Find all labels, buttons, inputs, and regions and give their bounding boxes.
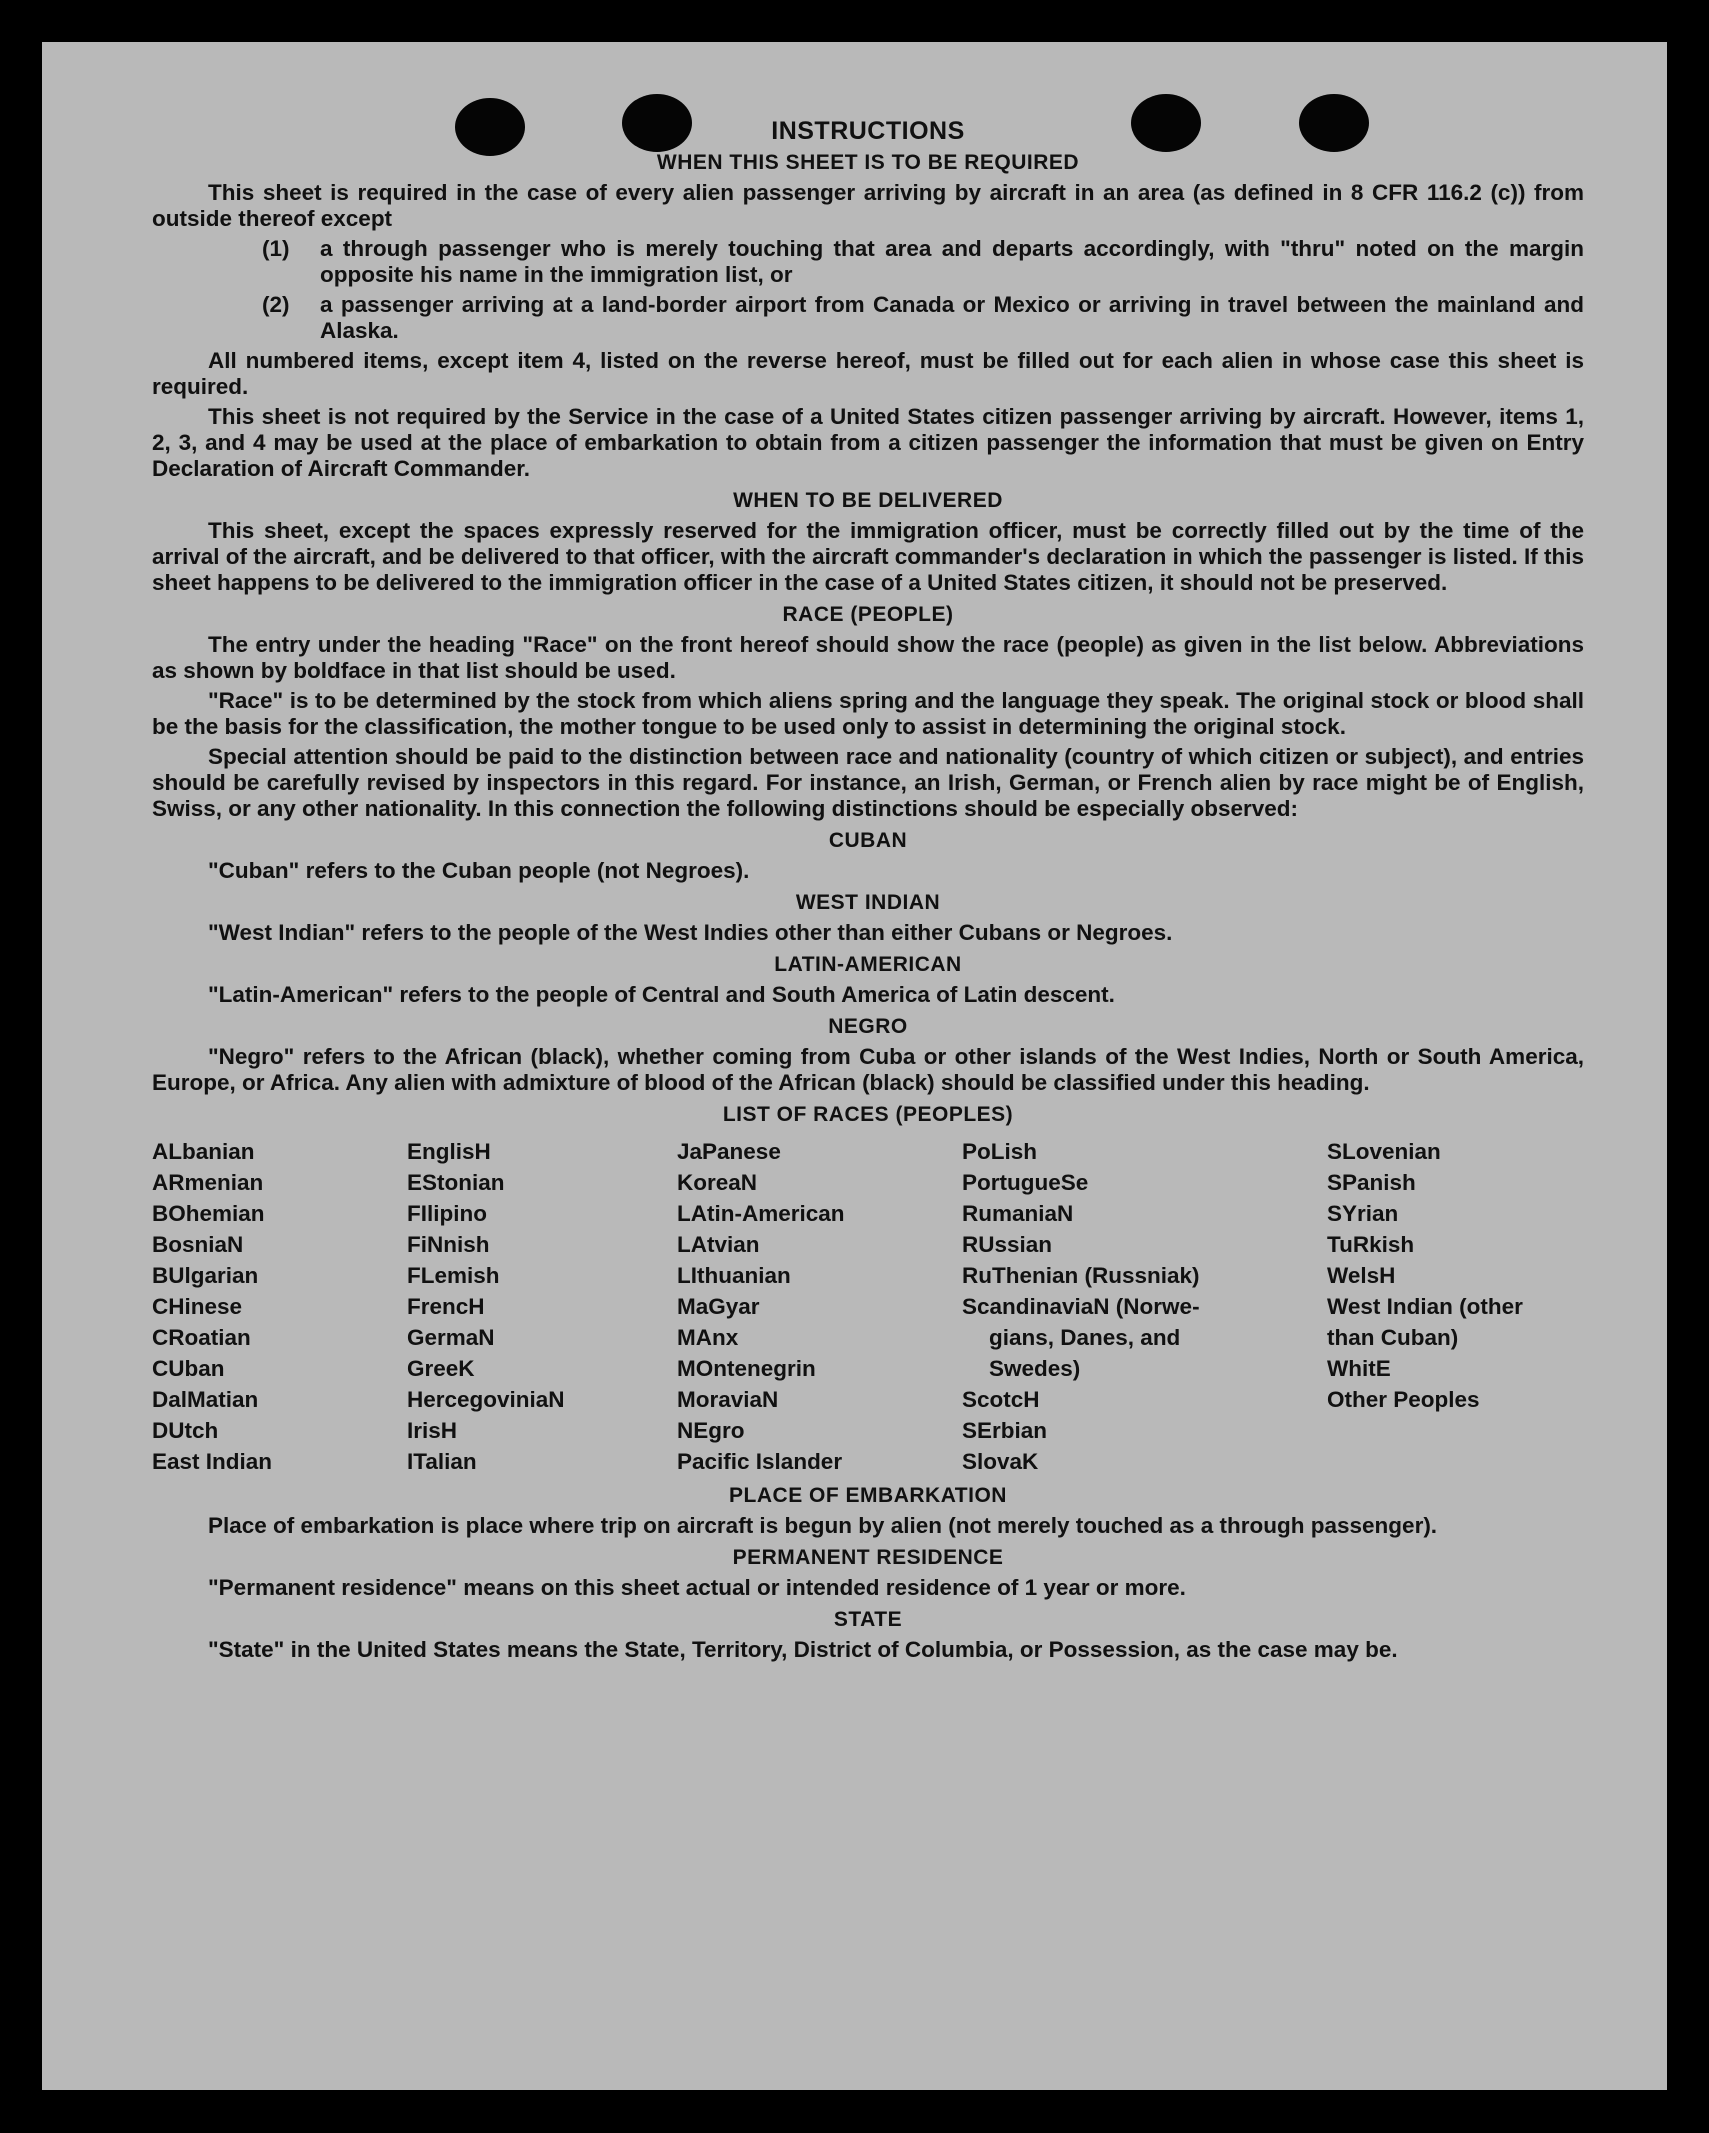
race-entry: ScandinaviaN (Norwe- — [962, 1294, 1200, 1319]
paragraph: This sheet is not required by the Service in the case of a United States citizen passenger arriving by aircraft. However, items 1, 2, 3, and 4 may be used at the place of embarkation to obtain from a citizen passenger the information that must be given on Entry Declaration of Aircraft Commander. — [152, 404, 1584, 481]
race-entry: LAtvian — [677, 1232, 760, 1257]
race-entry: ScotcH — [962, 1387, 1040, 1412]
paragraph: This sheet, except the spaces expressly reserved for the immigration officer, must be correctly filled out by the time of the arrival of the aircraft, and be delivered to that officer, with the aircraft commander's declaration in which the passenger is listed. If this sheet happens to be delivered to the immigration officer in the case of a United States citizen, it should not be preserved. — [152, 518, 1584, 595]
paragraph: "Permanent residence" means on this sheet actual or intended residence of 1 year or more. — [208, 1575, 1186, 1600]
race-entry: SLovenian — [1327, 1139, 1441, 1164]
race-entry: RUssian — [962, 1232, 1053, 1257]
paragraph: Special attention should be paid to the distinction between race and nationality (country of which citizen or subject), and entries should be carefully revised by inspectors in this regard. For instance, an Irish, German, or French alien by race might be of English, Swiss, or any other nationality. In this connection the following distinctions should be especially observed: — [152, 744, 1584, 821]
race-column — [407, 1136, 677, 1477]
race-entry: BOhemian — [152, 1201, 265, 1226]
section-heading: LATIN-AMERICAN — [774, 953, 962, 976]
race-entry: ARmenian — [152, 1170, 264, 1195]
race-entry: EStonian — [407, 1170, 505, 1195]
race-entry: BosniaN — [152, 1232, 244, 1257]
race-entry: EnglisH — [407, 1139, 491, 1164]
race-list — [152, 1136, 1584, 1477]
instructions-content — [152, 118, 1584, 1667]
race-entry: FrencH — [407, 1294, 485, 1319]
section-heading: CUBAN — [828, 829, 908, 852]
race-entry: DUtch — [152, 1418, 219, 1443]
section-heading: PERMANENT RESIDENCE — [732, 1546, 1004, 1569]
race-entry: ALbanian — [152, 1139, 255, 1164]
section-heading: WEST INDIAN — [795, 891, 941, 914]
item-number: (2) — [262, 292, 290, 317]
race-entry: SErbian — [962, 1418, 1048, 1443]
race-entry: FiNnish — [407, 1232, 490, 1257]
race-entry: GermaN — [407, 1325, 495, 1350]
race-entry: HercegoviniaN — [407, 1387, 565, 1412]
section-heading: PLACE OF EMBARKATION — [729, 1484, 1007, 1507]
race-entry: PortugueSe — [962, 1170, 1089, 1195]
race-entry: MOntenegrin — [677, 1356, 816, 1381]
race-entry: TuRkish — [1327, 1232, 1415, 1257]
paragraph: All numbered items, except item 4, listed on the reverse hereof, must be filled out for each alien in whose case this sheet is required. — [152, 348, 1584, 399]
race-entry: West Indian (other — [1327, 1294, 1523, 1319]
item-number: (1) — [262, 236, 290, 261]
race-column — [677, 1136, 962, 1477]
race-column — [962, 1136, 1327, 1477]
race-entry: FLemish — [407, 1263, 500, 1288]
section-heading: WHEN TO BE DELIVERED — [733, 489, 1003, 512]
race-entry: KoreaN — [677, 1170, 758, 1195]
race-entry: East Indian — [152, 1449, 273, 1474]
race-entry: MAnx — [677, 1325, 739, 1350]
race-entry: GreeK — [407, 1356, 475, 1381]
section-heading: NEGRO — [828, 1015, 908, 1038]
race-entry: CHinese — [152, 1294, 243, 1319]
race-entry: SlovaK — [962, 1449, 1039, 1474]
race-entry: CUban — [152, 1356, 225, 1381]
race-entry: MaGyar — [677, 1294, 760, 1319]
race-entry: LAtin-American — [677, 1201, 845, 1226]
exception-item — [262, 236, 1584, 288]
paragraph: "Race" is to be determined by the stock from which aliens spring and the language they speak. The original stock or blood shall be the basis for the classification, the mother tongue to be used only to assist in determining the original stock. — [152, 688, 1584, 739]
paragraph: Place of embarkation is place where trip on aircraft is begun by alien (not merely touched as a through passenger). — [208, 1513, 1438, 1538]
paragraph: "Latin-American" refers to the people of Central and South America of Latin descent. — [208, 982, 1115, 1007]
race-column — [1327, 1136, 1584, 1477]
race-entry: BUlgarian — [152, 1263, 259, 1288]
race-entry: IrisH — [407, 1418, 458, 1443]
paragraph: "Cuban" refers to the Cuban people (not Negroes). — [208, 858, 750, 883]
race-entry: WhitE — [1327, 1356, 1391, 1381]
race-entry: FIlipino — [407, 1201, 487, 1226]
race-column — [152, 1136, 407, 1477]
race-entry: JaPanese — [677, 1139, 781, 1164]
race-entry: Swedes) — [989, 1356, 1081, 1381]
race-entry: DalMatian — [152, 1387, 259, 1412]
race-entry: SYrian — [1327, 1201, 1399, 1226]
race-entry: SPanish — [1327, 1170, 1416, 1195]
race-entry: than Cuban) — [1327, 1325, 1459, 1350]
race-entry: gians, Danes, and — [989, 1325, 1181, 1350]
race-entry: RumaniaN — [962, 1201, 1074, 1226]
section-heading: RACE (PEOPLE) — [782, 603, 954, 626]
section-heading: WHEN THIS SHEET IS TO BE REQUIRED — [656, 151, 1080, 174]
exception-item — [262, 292, 1584, 344]
race-entry: Other Peoples — [1327, 1387, 1480, 1412]
race-entry: ITalian — [407, 1449, 477, 1474]
paragraph: "West Indian" refers to the people of the West Indies other than either Cubans or Negroes. — [208, 920, 1173, 945]
race-entry: MoraviaN — [677, 1387, 779, 1412]
item-text: a through passenger who is merely touching that area and departs accordingly, with "thru" noted on the margin opposite his name in the immigration list, or — [320, 236, 1584, 287]
race-entry: LIthuanian — [677, 1263, 791, 1288]
race-entry: NEgro — [677, 1418, 745, 1443]
document-sheet — [42, 42, 1667, 2090]
race-entry: CRoatian — [152, 1325, 251, 1350]
page-title: INSTRUCTIONS — [771, 117, 965, 145]
paragraph: This sheet is required in the case of every alien passenger arriving by aircraft in an area (as defined in 8 CFR 116.2 (c)) from outside thereof except — [152, 180, 1584, 231]
item-text: a passenger arriving at a land-border airport from Canada or Mexico or arriving in travel between the mainland and Alaska. — [320, 292, 1584, 343]
section-heading: LIST OF RACES (PEOPLES) — [722, 1103, 1014, 1126]
paragraph: "Negro" refers to the African (black), whether coming from Cuba or other islands of the West Indies, North or South America, Europe, or Africa. Any alien with admixture of blood of the African (black) should be classified under this heading. — [152, 1044, 1584, 1095]
paragraph: "State" in the United States means the State, Territory, District of Columbia, or Possession, as the case may be. — [208, 1637, 1398, 1662]
race-entry: PoLish — [962, 1139, 1038, 1164]
race-entry: Pacific Islander — [677, 1449, 843, 1474]
race-entry: RuThenian (Russniak) — [962, 1263, 1200, 1288]
race-entry: WelsH — [1327, 1263, 1396, 1288]
paragraph: The entry under the heading "Race" on the front hereof should show the race (people) as given in the list below. Abbreviations as shown by boldface in that list should be used. — [152, 632, 1584, 683]
section-heading: STATE — [833, 1608, 903, 1631]
